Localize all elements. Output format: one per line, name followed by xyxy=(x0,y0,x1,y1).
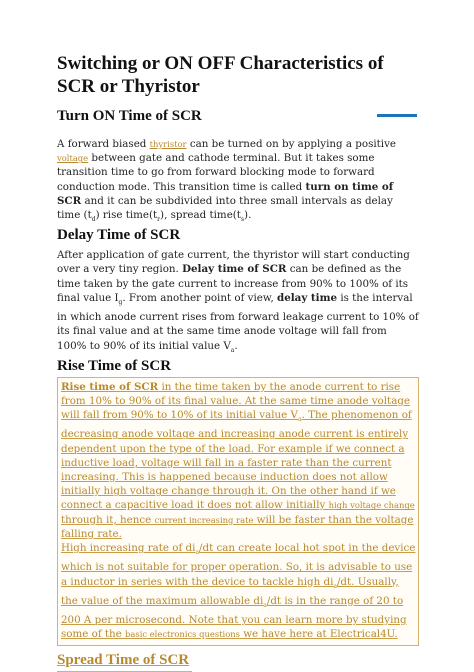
rise-paragraph: Rise time of SCR in the time taken by the anode current to rise from 10% to 90% of its final value. At the same time anode voltage will fall from 90% to 10% of its initial value $V_a$. The phenomenon of decreasing anode voltage and increasing anode current is entirely dependent upon the type of the load. For example if we connect a inductive load, voltage will fall in a faster rate than the current increasing. This is happened because induction does not allow initially high voltage change through it. On the other hand if we connect a capacitive load it does not allow initially high voltage change through it, hence current increasing rate will be faster than the voltage falling rate. xyxy=(61,380,415,540)
turn-on-paragraph: A forward biased thyristor can be turned on by applying a positive voltage between gate and cathode terminal. But it takes some transition time to go from forward blocking mode to forward conduction mode. This transition time is called turn on time of SCR and it can be subdivided into three small intervals as delay time $(t_d)$ rise $time(t_r)$, spread $time(t_s)$. xyxy=(57,138,396,224)
rise-time-term: Rise time of SCR xyxy=(61,380,159,393)
delay-paragraph: After application of gate current, the thyristor will start conducting over a very tiny region. Delay time of SCR can be defined as the time taken by the gate current to increase from 90% to 100% of its final value $I_g$. From another point of view, delay time is the interval in which anode current rises from forward leakage current to 10% of its final value and at the same time anode voltage will fall from 100% to 90% of its initial value $V_a$. xyxy=(57,249,419,354)
turn-on-heading: Turn ON Time of SCR xyxy=(57,108,202,124)
document-title: Switching or ON OFF Characteristics of SCR or Thyristor xyxy=(57,53,384,97)
document-page xyxy=(57,52,419,672)
rise-heading: Rise Time of SCR xyxy=(57,357,172,374)
thyristor-link[interactable]: thyristor xyxy=(149,139,187,149)
basic-electronics-link[interactable]: basic electronics questions xyxy=(125,629,240,640)
delay-heading: Delay Time of SCR xyxy=(57,227,181,244)
turn-on-time-term: turn on time of SCR xyxy=(57,180,394,207)
voltage-link[interactable]: voltage xyxy=(57,153,89,164)
delay-time-term: Delay time of SCR xyxy=(182,263,287,276)
delay-time-term-2: delay time xyxy=(277,291,338,304)
selected-text-block[interactable] xyxy=(57,377,419,647)
spread-heading[interactable]: Spread Time of SCR xyxy=(57,651,192,672)
rise-paragraph-2: High increasing rate of $di_a/dt$ can create local hot spot in the device which is not suitable for proper operation. So, it is advisable to use a inductor in series with the device to tackle high $di_a/dt$. Usually, the value of the maximum allowable $di_a/dt$ is in the range of 20 to 200 A per microsecond. Note that you can learn more by studying some of the basic electronics questions we have here at Electrical4U. xyxy=(61,542,416,641)
